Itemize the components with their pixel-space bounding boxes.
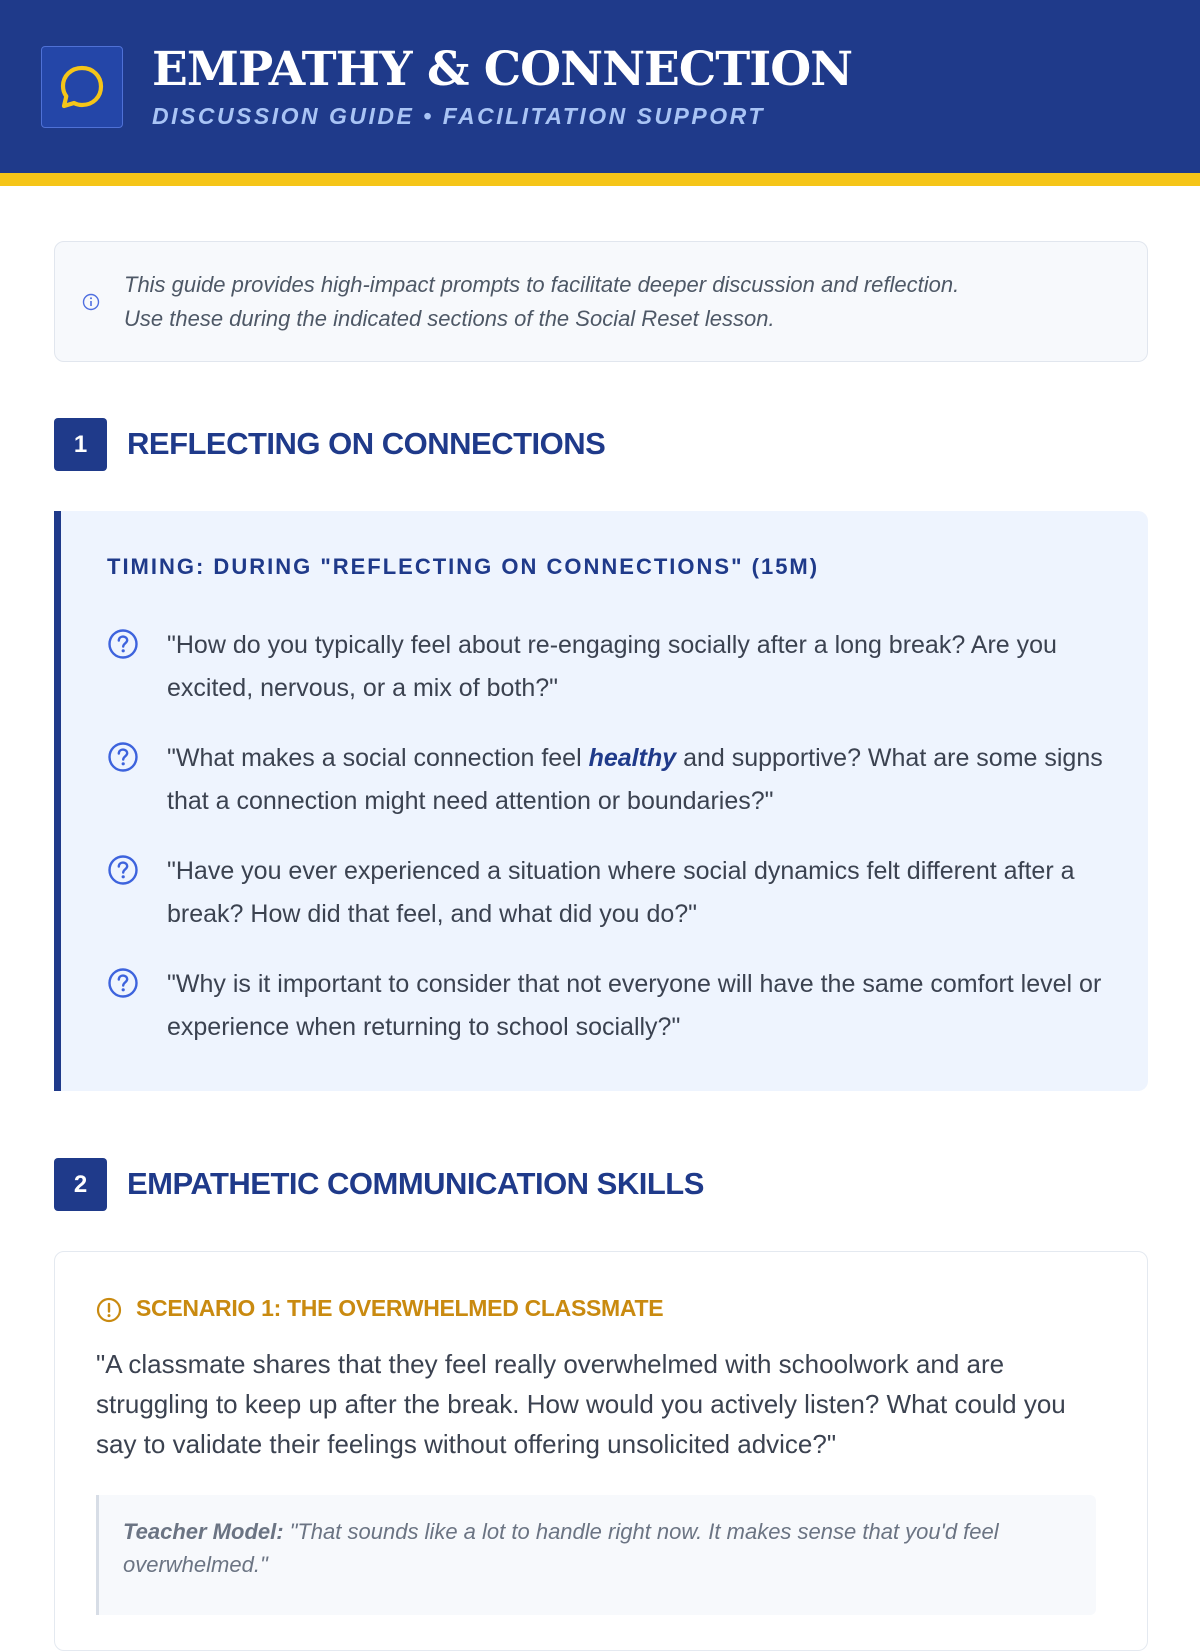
question-text-end: and supportive? What are some signs that a connection might need attention or boundaries?" [167,744,1103,815]
teacher-model-quote: "That sounds like a lot to handle right now. It makes sense that you'd feel overwhelmed." [123,1519,999,1577]
page-title: EMPATHY & CONNECTION [152,42,853,97]
teacher-model-text [123,1515,1073,1581]
scenario-title: SCENARIO 1: THE OVERWHELMED CLASSMATE [136,1295,664,1321]
question-text-start: "What makes a social connection feel [167,744,589,772]
question-text: "How do you typically feel about re-engaging socially after a long break? Are you excited, nervous, or a mix of both?" [167,631,1057,702]
section-title: REFLECTING ON CONNECTIONS [127,426,606,461]
page-subtitle: DISCUSSION GUIDE • FACILITATION SUPPORT [152,103,765,129]
logo [41,46,123,128]
intro-line-2: Use these during the indicated sections of the Social Reset lesson. [124,306,775,331]
intro-text [124,268,1124,336]
question-circle-icon [107,854,139,886]
question-circle-icon [107,628,139,660]
reflection-prompts-card [54,511,1148,1091]
scenario-text: "A classmate shares that they feel really overwhelmed with schoolwork and are struggling to keep up after the break. How would you actively listen? What could you say to validate their feelings without offering unsolicited advice?" [96,1349,1066,1459]
question-circle-icon [107,741,139,773]
alert-circle-icon [96,1297,122,1323]
emphasis-healthy: healthy [588,744,677,772]
teacher-model-box [96,1495,1096,1615]
question-text: "Why is it important to consider that not everyone will have the same comfort level or experience when returning to school socially?" [167,970,1102,1041]
intro-note [54,241,1148,362]
section-number: 1 [54,418,107,471]
section-title: EMPATHETIC COMMUNICATION SKILLS [127,1166,704,1201]
teacher-model-label: Teacher Model: [123,1519,284,1544]
header-accent-stripe [0,173,1200,186]
info-icon [82,293,100,311]
scenario-card [54,1251,1148,1651]
question-circle-icon [107,967,139,999]
question-text [167,737,1117,823]
section-number: 2 [54,1158,107,1211]
timing-label: TIMING: DURING "REFLECTING ON CONNECTIONS" (15M) [107,554,820,579]
question-text: "Have you ever experienced a situation where social dynamics felt different after a break? How did that feel, and what did you do?" [167,857,1075,928]
intro-line-1: This guide provides high-impact prompts to facilitate deeper discussion and reflection. [124,272,960,297]
page-header [0,0,1200,173]
chat-bubble-icon [56,61,108,113]
